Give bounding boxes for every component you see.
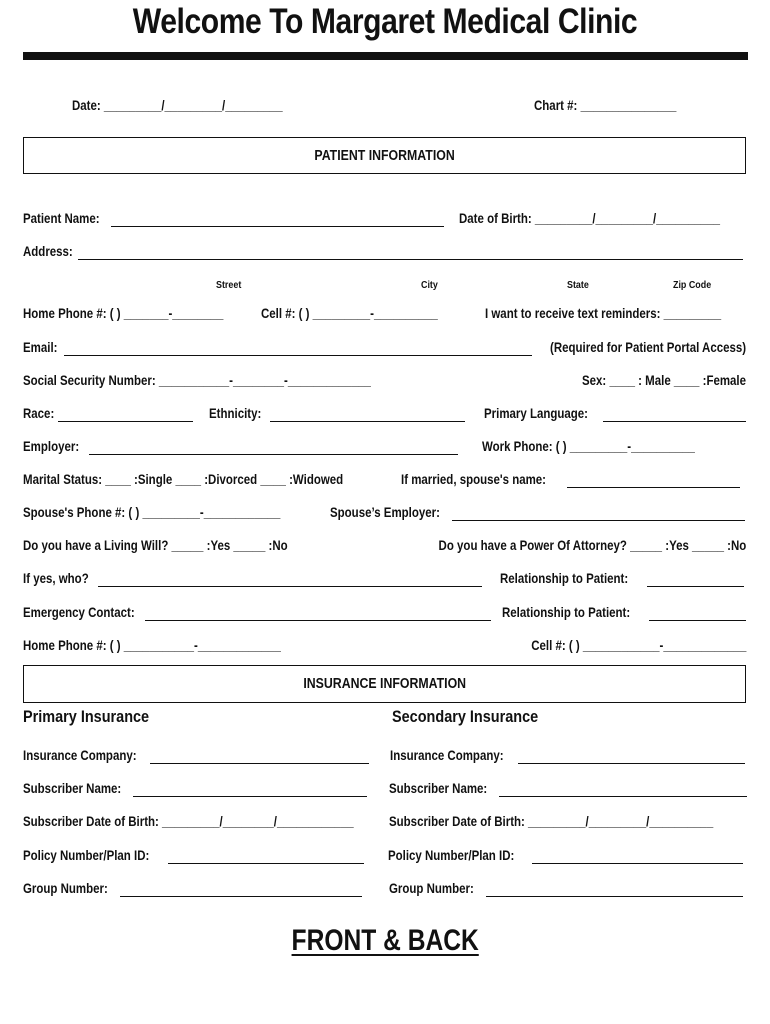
patient-information-label: PATIENT INFORMATION <box>314 147 455 164</box>
front-back-label: FRONT & BACK <box>291 924 479 957</box>
primary-group-input[interactable] <box>120 896 362 897</box>
address-zip-caption: Zip Code <box>673 279 712 291</box>
relationship-label-1: Relationship to Patient: <box>500 570 629 586</box>
primary-company-label: Insurance Company: <box>23 747 137 763</box>
primary-group-label: Group Number: <box>23 880 108 896</box>
patient-name-label: Patient Name: <box>23 210 100 226</box>
secondary-group-label: Group Number: <box>389 880 474 896</box>
address-label: Address: <box>23 243 73 259</box>
address-input[interactable] <box>78 259 743 260</box>
patient-information-header <box>23 137 746 174</box>
marital-status-field[interactable]: Marital Status: ____ :Single ____ :Divorced ____ :Widowed <box>23 471 344 487</box>
primary-insurance-heading: Primary Insurance <box>23 707 150 726</box>
text-reminders-field[interactable]: I want to receive text reminders: _________ <box>485 305 722 321</box>
form-title: Welcome To Margaret Medical Clinic <box>132 2 638 41</box>
primary-policy-input[interactable] <box>168 863 364 864</box>
living-will-field[interactable]: Do you have a Living Will? _____ :Yes _____ :No <box>23 537 288 553</box>
secondary-group-input[interactable] <box>486 896 743 897</box>
primary-subscriber-dob-field[interactable]: Subscriber Date of Birth: _________/________/____________ <box>23 813 354 829</box>
email-note: (Required for Patient Portal Access) <box>549 339 746 355</box>
ethnicity-input[interactable] <box>270 421 465 422</box>
secondary-insurance-heading: Secondary Insurance <box>392 707 539 726</box>
secondary-subscriber-name-label: Subscriber Name: <box>389 780 488 796</box>
title-rule <box>23 52 748 60</box>
spouse-name-input[interactable] <box>567 487 740 488</box>
secondary-policy-input[interactable] <box>532 863 743 864</box>
secondary-company-input[interactable] <box>518 763 745 764</box>
spouse-employer-input[interactable] <box>452 520 745 521</box>
home-phone-field[interactable]: Home Phone #: ( ) _______-________ <box>23 305 224 321</box>
spouse-phone-field[interactable]: Spouse's Phone #: ( ) _________-____________ <box>23 504 281 520</box>
cell-phone-field[interactable]: Cell #: ( ) _________-__________ <box>261 305 438 321</box>
emergency-contact-input[interactable] <box>145 620 491 621</box>
email-label: Email: <box>23 339 58 355</box>
spouse-employer-label: Spouse’s Employer: <box>330 504 440 520</box>
primary-subscriber-name-label: Subscriber Name: <box>23 780 122 796</box>
date-field[interactable]: Date: _________/_________/_________ <box>72 97 283 113</box>
spouse-name-label: If married, spouse's name: <box>401 471 547 487</box>
primary-subscriber-name-input[interactable] <box>133 796 367 797</box>
race-label: Race: <box>23 405 55 421</box>
employer-input[interactable] <box>89 454 458 455</box>
patient-name-input[interactable] <box>111 226 444 227</box>
primary-language-input[interactable] <box>603 421 746 422</box>
ethnicity-label: Ethnicity: <box>209 405 262 421</box>
if-yes-who-label: If yes, who? <box>23 570 89 586</box>
address-city-caption: City <box>421 279 438 291</box>
insurance-information-label: INSURANCE INFORMATION <box>303 676 466 692</box>
address-street-caption: Street <box>216 279 242 291</box>
primary-policy-label: Policy Number/Plan ID: <box>23 847 150 863</box>
emergency-cell-phone-field[interactable]: Cell #: ( ) ____________-_____________ <box>530 637 746 653</box>
secondary-subscriber-dob-field[interactable]: Subscriber Date of Birth: _________/_________/__________ <box>389 813 714 829</box>
relationship-input-1[interactable] <box>647 586 744 587</box>
insurance-information-header <box>23 665 746 703</box>
chart-number-field[interactable]: Chart #: _______________ <box>534 97 677 113</box>
ssn-field[interactable]: Social Security Number: ___________-________-_____________ <box>23 372 371 388</box>
secondary-company-label: Insurance Company: <box>390 747 504 763</box>
email-input[interactable] <box>64 355 532 356</box>
address-state-caption: State <box>567 279 589 291</box>
sex-field[interactable]: Sex: ____ : Male ____ :Female <box>581 372 746 388</box>
primary-company-input[interactable] <box>150 763 369 764</box>
primary-language-label: Primary Language: <box>484 405 588 421</box>
secondary-policy-label: Policy Number/Plan ID: <box>388 847 515 863</box>
front-back-footer <box>0 924 770 958</box>
if-yes-who-input[interactable] <box>98 586 482 587</box>
secondary-subscriber-name-input[interactable] <box>499 796 747 797</box>
race-input[interactable] <box>58 421 193 422</box>
work-phone-field[interactable]: Work Phone: ( ) _________-__________ <box>482 438 695 454</box>
power-of-attorney-field[interactable]: Do you have a Power Of Attorney? _____ :Yes _____ :No <box>438 537 746 553</box>
relationship-label-2: Relationship to Patient: <box>502 604 631 620</box>
relationship-input-2[interactable] <box>649 620 746 621</box>
employer-label: Employer: <box>23 438 80 454</box>
emergency-home-phone-field[interactable]: Home Phone #: ( ) ___________-_____________ <box>23 637 281 653</box>
date-of-birth-field[interactable]: Date of Birth: _________/_________/__________ <box>459 210 721 226</box>
emergency-contact-label: Emergency Contact: <box>23 604 135 620</box>
